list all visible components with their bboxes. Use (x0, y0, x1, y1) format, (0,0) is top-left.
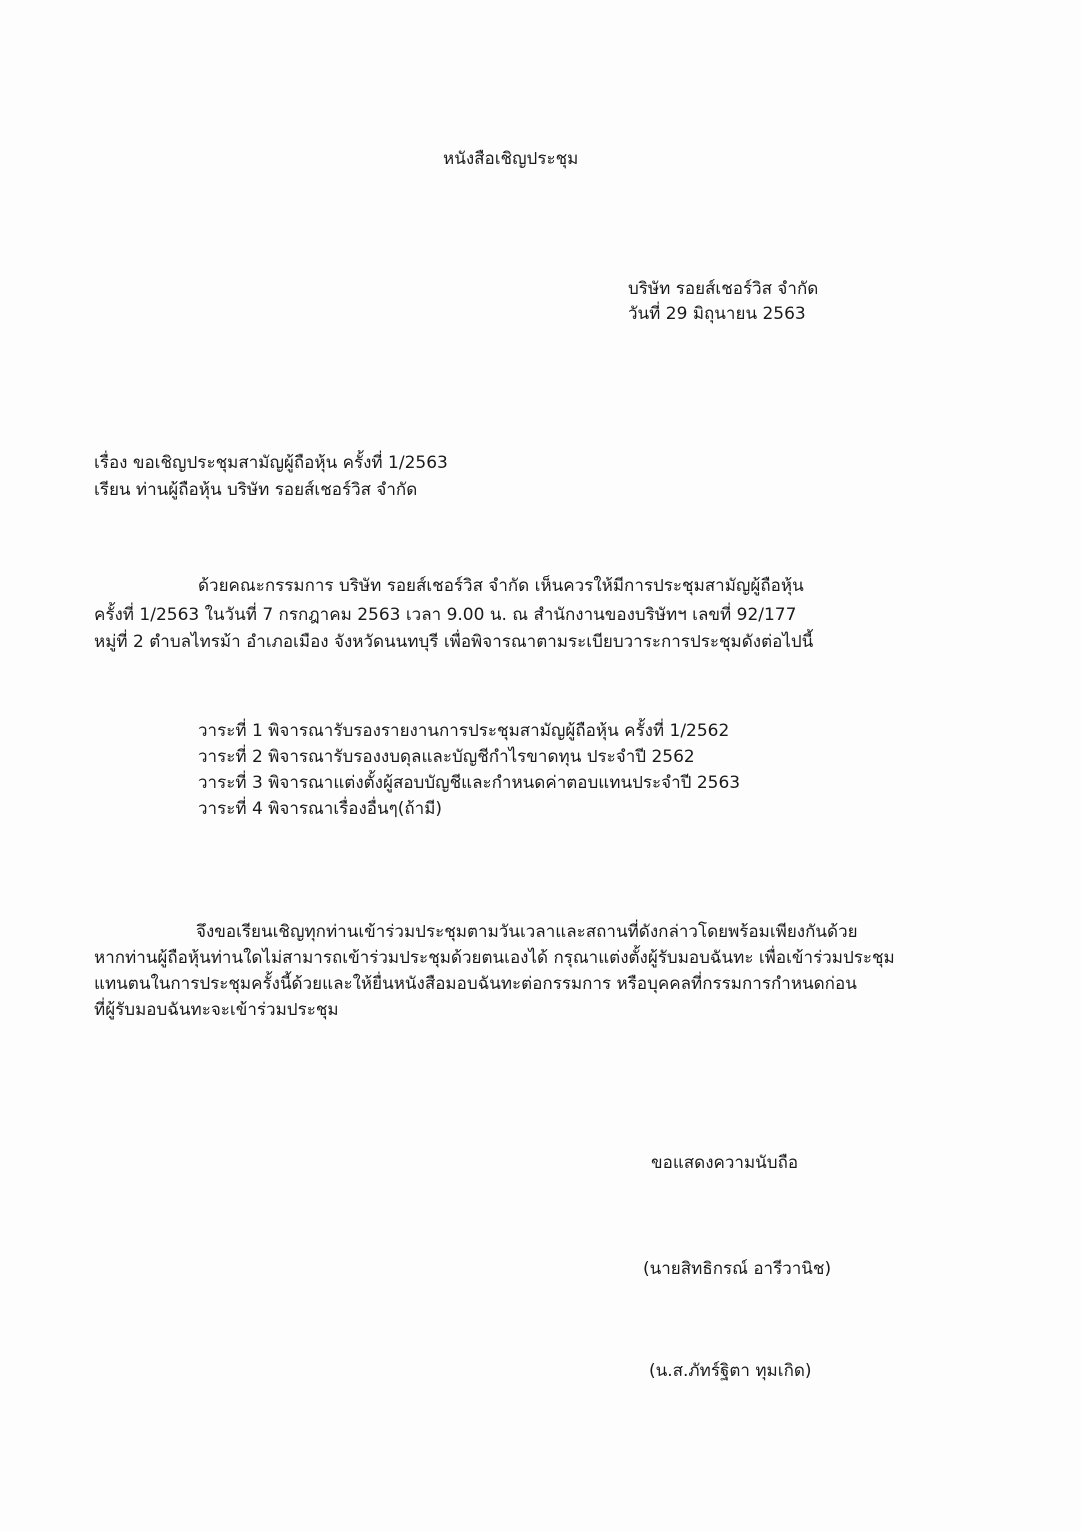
document-date: วันที่ 29 มิถุนายน 2563 (628, 304, 806, 324)
body-line: ครั้งที่ 1/2563 ในวันที่ 7 กรกฎาคม 2563 เวลา 9.00 น. ณ สำนักงานของบริษัทฯ เลขที่ 92/177 (94, 605, 797, 625)
subject-line: เรื่อง ขอเชิญประชุมสามัญผู้ถือหุ้น ครั้งที่ 1/2563 (94, 453, 448, 473)
closing-line: หากท่านผู้ถือหุ้นท่านใดไม่สามารถเข้าร่วมประชุมด้วยตนเองได้ กรุณาแต่งตั้งผู้รับมอบฉันทะ เพื่อเข้าร่วมประชุม (94, 948, 895, 968)
document-title: หนังสือเชิญประชุม (443, 149, 579, 169)
salutation-line: เรียน ท่านผู้ถือหุ้น บริษัท รอยส์เชอร์วิส จำกัด (94, 480, 418, 500)
regards-line: ขอแสดงความนับถือ (651, 1153, 799, 1173)
closing-line: แทนตนในการประชุมครั้งนี้ด้วยและให้ยื่นหนังสือมอบฉันทะต่อกรรมการ หรือบุคคลที่กรรมการกำหนดก่อน (94, 974, 857, 994)
body-line: หมู่ที่ 2 ตำบลไทรม้า อำเภอเมือง จังหวัดนนทบุรี เพื่อพิจารณาตามระเบียบวาระการประชุมดังต่อไปนี้ (94, 632, 814, 652)
closing-line: ที่ผู้รับมอบฉันทะจะเข้าร่วมประชุม (94, 1000, 339, 1020)
signatory-name: (น.ส.ภัทร์ฐิตา ทุมเกิด) (649, 1361, 812, 1381)
company-name: บริษัท รอยส์เชอร์วิส จำกัด (628, 279, 819, 299)
closing-line: จึงขอเรียนเชิญทุกท่านเข้าร่วมประชุมตามวันเวลาและสถานที่ดังกล่าวโดยพร้อมเพียงกันด้วย (196, 922, 858, 942)
agenda-item: วาระที่ 1 พิจารณารับรองรายงานการประชุมสามัญผู้ถือหุ้น ครั้งที่ 1/2562 (198, 721, 730, 741)
agenda-item: วาระที่ 3 พิจารณาแต่งตั้งผู้สอบบัญชีและกำหนดค่าตอบแทนประจำปี 2563 (198, 773, 741, 793)
signatory-name: (นายสิทธิกรณ์ อารีวานิช) (643, 1259, 832, 1279)
agenda-item: วาระที่ 2 พิจารณารับรองงบดุลและบัญชีกำไรขาดทุน ประจำปี 2562 (198, 747, 695, 767)
agenda-item: วาระที่ 4 พิจารณาเรื่องอื่นๆ(ถ้ามี) (198, 799, 443, 819)
body-line: ด้วยคณะกรรมการ บริษัท รอยส์เชอร์วิส จำกัด เห็นควรให้มีการประชุมสามัญผู้ถือหุ้น (198, 576, 804, 596)
